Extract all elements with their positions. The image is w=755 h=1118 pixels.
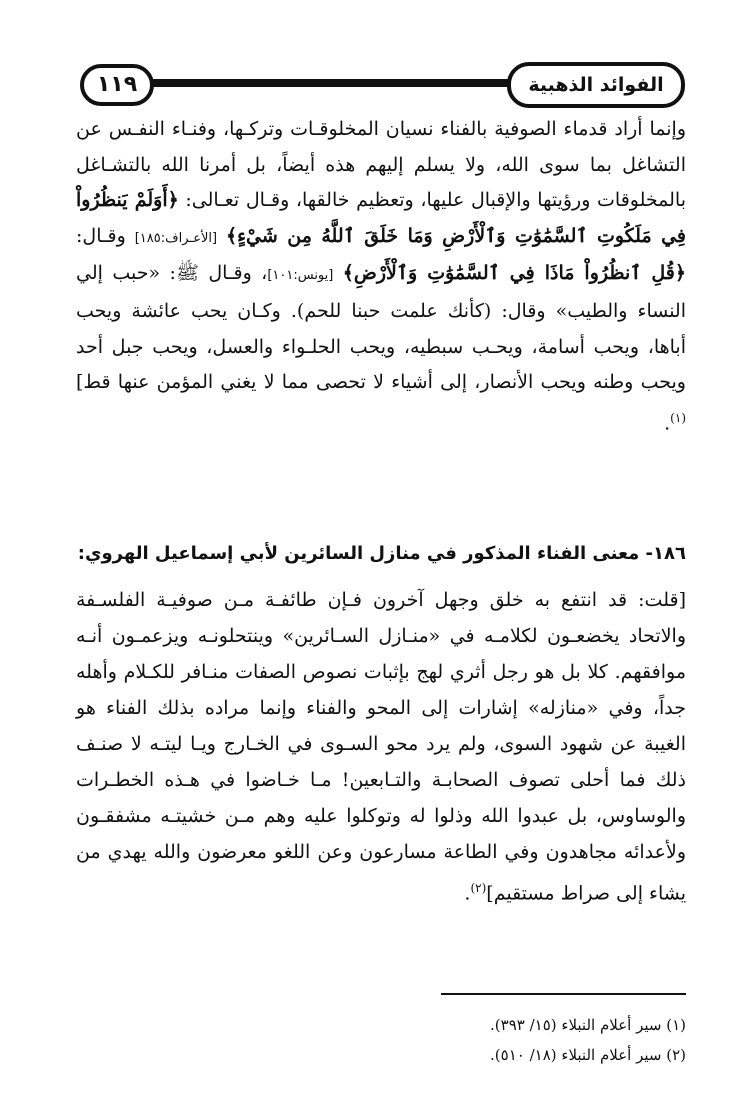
paragraph-1 <box>76 112 686 442</box>
footnote-marker-2[interactable]: (٢) <box>470 881 487 895</box>
footnotes <box>300 1010 686 1070</box>
section-2-body <box>76 582 686 911</box>
paragraph-1-end: . <box>664 412 671 435</box>
footnote-marker-1[interactable]: (١) <box>670 410 686 425</box>
quran-verse-1: ﴿أَوَلَمْ يَنظُرُواْ فِي مَلَكُوتِ ٱلسَّمَٰوَٰتِ وَٱلْأَرْضِ وَمَا خَلَقَ ٱللَّهُ مِن شَيْءٍ﴾ <box>76 189 687 247</box>
section-heading: ١٨٦- معنى الفناء المذكور في منازل السائرين لأبي إسماعيل الهروي: <box>77 543 686 564</box>
quran-verse-2: ﴿قُلِ ٱنظُرُواْ مَاذَا فِي ٱلسَّمَٰوَٰتِ وَٱلْأَرْضِ﴾ <box>342 262 686 285</box>
paragraph-2-text: [قلت: قد انتفع به خلق وجهل آخرون فـإن طائفـة مـن صوفيـة الفلسـفة والاتحاد يخضعـون لكلامـه في «منـازل السـائرين» وينتحلونـه ويزعمـون أنـه موافقهم. كلا بل هو رجل أثري لهج بإثبات نصوص الصفات منـافر للكـلام وأهله جداً، وفي «منازله» إشارات إلى المحو والفناء وإنما مراده بذلك الفناء هو الغيبة عن شهود السوى، ولم يرد محو السـوى في الخـارج ويـا ليتـه لا صنـف ذلك فما أحلى تصوف الصحابـة والتـابعين! مـا خـاضوا في هـذه الخطـرات والوساوس، بل عبدوا الله وذلوا له وتوكلوا عليه وهم مـن خشيتـه مشفقـون ولأعدائه مجاهدون وفي الطاعة مسارعون وعن اللغو معرضون والله يهدي من يشاء إلى صراط مستقيم] <box>76 589 686 905</box>
section-1-body <box>76 112 686 442</box>
paragraph-1-text: وإنما أراد قدماء الصوفية بالفناء نسيان المخلوقـات وتركـها، وفنـاء النفـس عن التشاغل بما سوى الله، ولا يسلم إليهم هذه أيضاً، بل أمرنا الله بالتشـاغل بالمخلوقات ورؤيتها والإقبال عليها، وتعظيم خالقها، وقـال تعـالى: <box>76 118 686 212</box>
footnote-2: (٢) سير أعلام النبلاء (١٨/ ٥١٠). <box>490 1046 686 1064</box>
paragraph-2 <box>76 582 686 911</box>
page-header <box>80 62 685 104</box>
footnote-1: (١) سير أعلام النبلاء (١٥/ ٣٩٣). <box>490 1016 686 1034</box>
book-title: الفوائد الذهبية <box>507 62 685 108</box>
footnote-divider <box>441 993 686 995</box>
paragraph-1-mid: وقـال: <box>76 224 135 247</box>
verse-reference-2: [يونس:١٠١] <box>267 268 334 284</box>
page-number: ١١٩ <box>80 64 154 106</box>
paragraph-1-rest: ، وقـال ﷺ: «حبب إلي النساء والطيب» وقال: (كأنك علمت حبنا للحم). وكـان يحب عائشة ويحب أباها، ويحب أسامة، ويحـب سبطيه، ويحب الحلـواء والعسل، ويحب جبل أحد ويحب وطنه ويحب الأنصار، إلى أشياء لا تحصى مما لا يغني المؤمن عنها قط] <box>76 262 686 394</box>
verse-reference-1: [الأعـراف:١٨٥] <box>134 230 218 246</box>
paragraph-2-end: . <box>464 882 471 905</box>
